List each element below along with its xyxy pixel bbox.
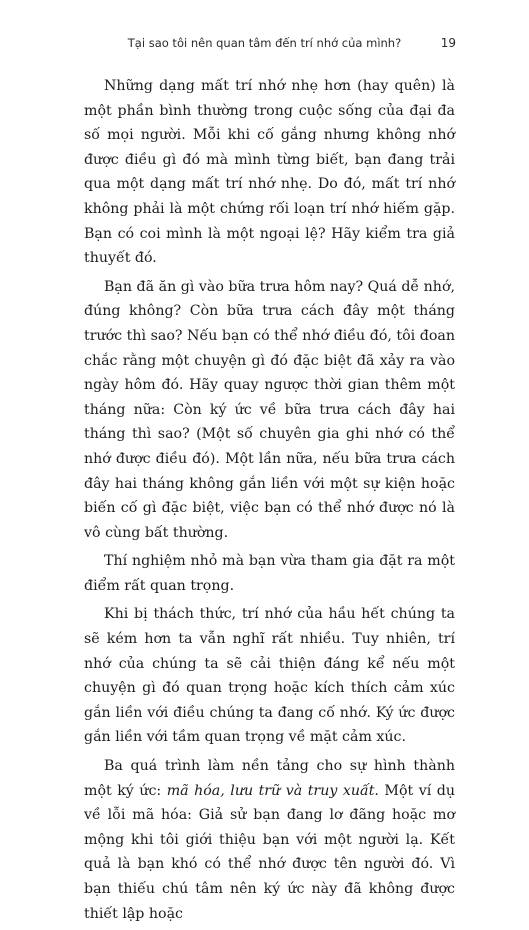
paragraph: Thí nghiệm nhỏ mà bạn vừa tham gia đặt ra một điểm rất quan trọng. — [84, 553, 455, 594]
paragraph-text: . Một ví dụ về lỗi mã hóa: Giả sử bạn đang lơ đãng hoặc mơ mộng khi tôi giới thiệu bạn với một người lạ. Kết quả là bạn khó có thể nhớ được tên người đó. Vì bạn thiếu chú tâm nên ký ức này đã không được thiết lập hoặc — [84, 782, 455, 922]
chapter-title: Tại sao tôi nên quan tâm đến trí nhớ của mình? — [127, 36, 402, 50]
body-text — [84, 74, 455, 930]
paragraph — [84, 754, 455, 926]
running-header — [0, 36, 529, 54]
paragraph: Khi bị thách thức, trí nhớ của hầu hết chúng ta sẽ kém hơn ta vẫn nghĩ rất nhiều. Tuy nhiên, trí nhớ của chúng ta sẽ cải thiện đáng kể nếu một chuyện gì đó quan trọng hoặc kích thích cảm xúc gắn liền với điều chúng ta đang cố nhớ. Ký ức được gắn liền với tầm quan trọng về mặt cảm xúc. — [84, 606, 455, 746]
paragraph: Những dạng mất trí nhớ nhẹ hơn (hay quên) là một phần bình thường trong cuộc sống của đại đa số mọi người. Mỗi khi cố gắng nhưng không nhớ được điều gì đó mà mình từng biết, bạn đang trải qua một dạng mất trí nhớ nhẹ. Do đó, mất trí nhớ không phải là một chứng rối loạn trí nhớ hiếm gặp. Bạn có coi mình là một ngoại lệ? Hãy kiểm tra giả thuyết đó. — [84, 78, 455, 267]
italic-phrase: mã hóa, lưu trữ và truy xuất — [166, 782, 375, 799]
page-number: 19 — [440, 36, 456, 50]
paragraph: Bạn đã ăn gì vào bữa trưa hôm nay? Quá dễ nhớ, đúng không? Còn bữa trưa cách đây một tháng trước thì sao? Nếu bạn có thể nhớ điều đó, tôi đoan chắc rằng một chuyện gì đó đặc biệt đã xảy ra vào ngày hôm đó. Hãy quay ngược thời gian thêm một tháng nữa: Còn ký ức về bữa trưa cách đây hai tháng thì sao? (Một số chuyên gia ghi nhớ có thể nhớ được điều đó). Một lần nữa, nếu bữa trưa cách đây hai tháng không gắn liền với một sự kiện hoặc biến cố gì đặc biệt, việc bạn có thể nhớ được nó là vô cùng bất thường. — [84, 278, 455, 541]
paragraph-text: Ba quá trình làm nền tảng cho sự hình thành một ký ức: — [84, 758, 455, 799]
